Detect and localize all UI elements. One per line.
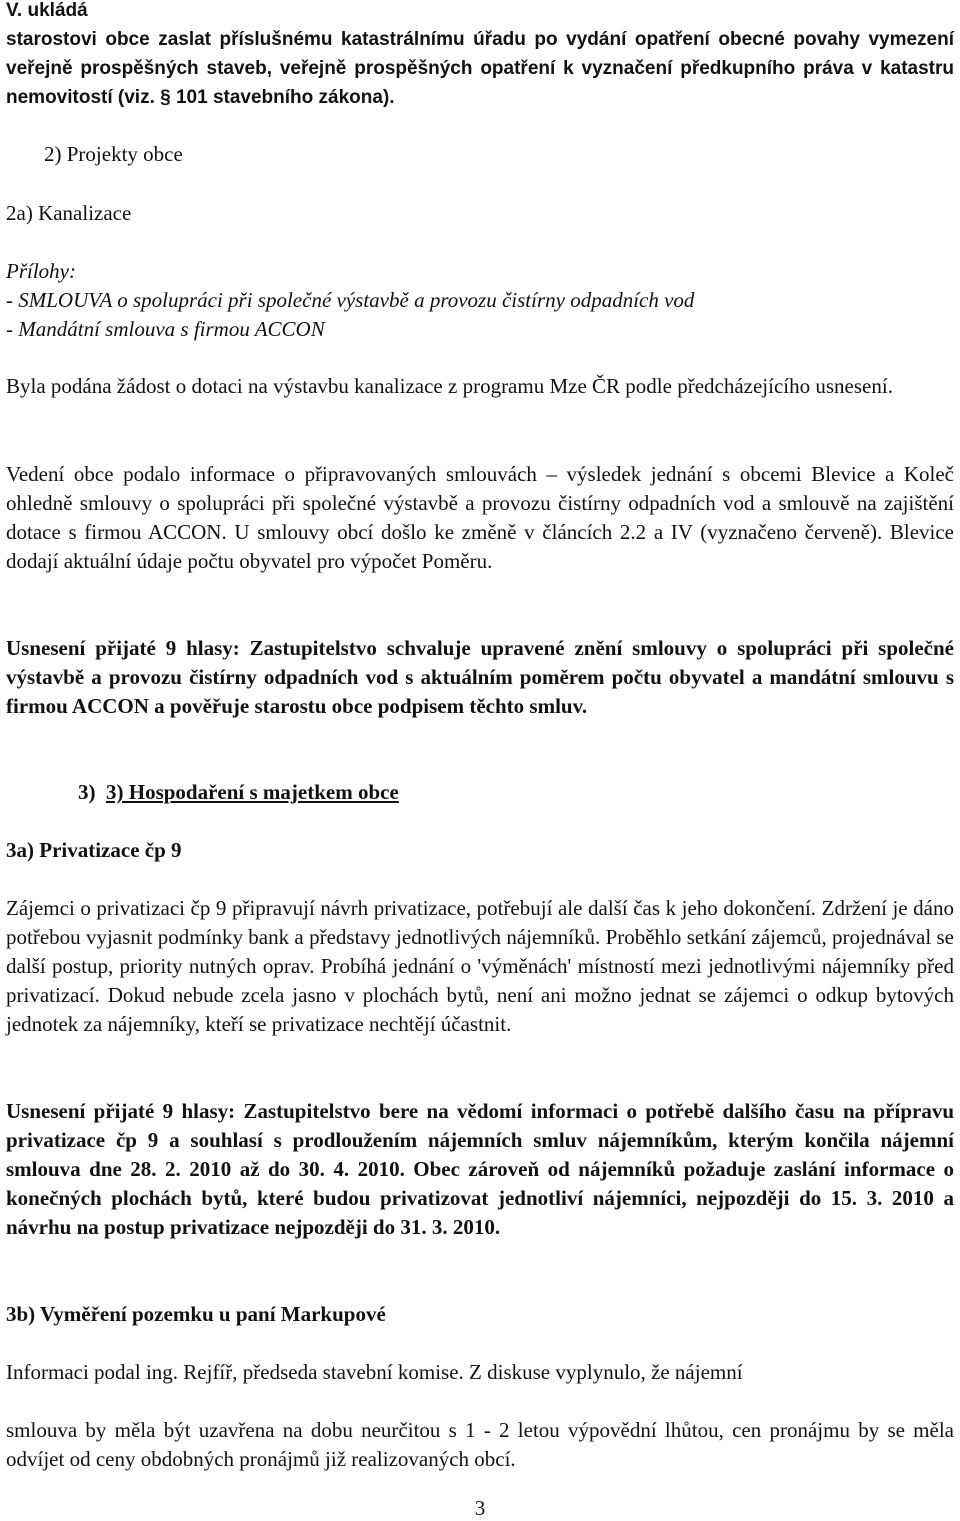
kanalizace-paragraph-1: Byla podána žádost o dotaci na výstavbu kanalizace z programu Mze ČR podle předcházejícího usnesení.	[6, 374, 893, 398]
vymereni-paragraph-2: smlouva by měla být uzavřena na dobu neurčitou s 1 - 2 letou výpovědní lhůtou, cen pronájmu by se měla odvíjet od ceny obdobných pronájmů již realizovaných obcí.	[6, 1418, 954, 1471]
section-2-heading	[44, 140, 444, 169]
attachment-item: - SMLOUVA o spolupráci při společné výstavbě a provozu čistírny odpadních vod	[6, 288, 695, 312]
page-number: 3	[474, 1496, 486, 1520]
privatizace-resolution: Usnesení přijaté 9 hlasy: Zastupitelstvo bere na vědomí informaci o potřebě dalšího času na přípravu privatizace čp 9 a souhlasí s prodloužením nájemních smluv nájemníkům, kterým končila nájemní smlouva dne 28. 2. 2010 až do 30. 4. 2010. Obec zároveň od nájemníků požaduje zaslání informace o konečných plochách bytů, které budou privatizovat jednotliví nájemníci, nejpozději do 15. 3. 2010 a návrhu na postup privatizace nejpozději do 31. 3. 2010.	[6, 1099, 954, 1239]
vymereni-paragraph-1: Informaci podal ing. Rejfíř, předseda stavební komise. Z diskuse vyplynulo, že nájemní	[6, 1360, 743, 1384]
attachments-list	[6, 286, 954, 344]
kanalizace-resolution: Usnesení přijaté 9 hlasy: Zastupitelstvo schvaluje upravené znění smlouvy o spolupráci při společné výstavbě a provozu čistírny odpadních vod s aktuálním poměrem počtu obyvatel a mandátní smlouvu s firmou ACCON a pověřuje starostu obce podpisem těchto smluv.	[6, 636, 954, 718]
attachments-label: Přílohy:	[6, 259, 76, 283]
section-3-heading: 3) 3) Hospodaření s majetkem obce	[78, 780, 399, 804]
kanalizace-paragraph-2: Vedení obce podalo informace o připravovaných smlouvách – výsledek jednání s obcemi Blevice a Koleč ohledně smlouvy o spolupráci při společné výstavbě a provozu čistírny odpadních vod a smlouvě na zajištění dotace s firmou ACCON. U smlouvy obcí došlo ke změně v článcích 2.2 a IV (vyznačeno červeně). Blevice dodají aktuální údaje počtu obyvatel pro výpočet Poměru.	[6, 462, 954, 573]
section-3-heading-text: 3) Hospodaření s majetkem obce	[106, 780, 399, 804]
privatizace-title: 3a) Privatizace čp 9	[6, 838, 182, 862]
section-2-heading-text: 2) Projekty obce	[44, 142, 183, 166]
section-title-ukládá: V. ukládá	[6, 0, 88, 21]
kanalizace-title: 2a) Kanalizace	[6, 201, 132, 225]
vymereni-title: 3b) Vyměření pozemku u paní Markupové	[6, 1302, 386, 1326]
ukládá-text: starostovi obce zaslat příslušnému katastrálnímu úřadu po vydání opatření obecné povahy vymezení veřejně prospěšných staveb, veřejně prospěšných opatření k vyznačení předkupního práva v katastru nemovitostí (viz. § 101 stavebního zákona).	[6, 29, 954, 108]
privatizace-paragraph: Zájemci o privatizaci čp 9 připravují návrh privatizace, potřebují ale další čas k jeho dokončení. Zdržení je dáno potřebou vyjasnit podmínky bank a představy jednotlivých nájemníků. Proběhlo setkání zájemců, projednával se další postup, priority nutných oprav. Probíhá jednání o 'výměnách' místností mezi jednotlivými nájemníky před privatizací. Dokud nebude zcela jasno v plochách bytů, není ani možno jednat se zájemci o odkup bytových jednotek za nájemníky, kteří se privatizace nechtějí účastnit.	[6, 896, 954, 1036]
attachment-item: - Mandátní smlouva s firmou ACCON	[6, 317, 325, 341]
